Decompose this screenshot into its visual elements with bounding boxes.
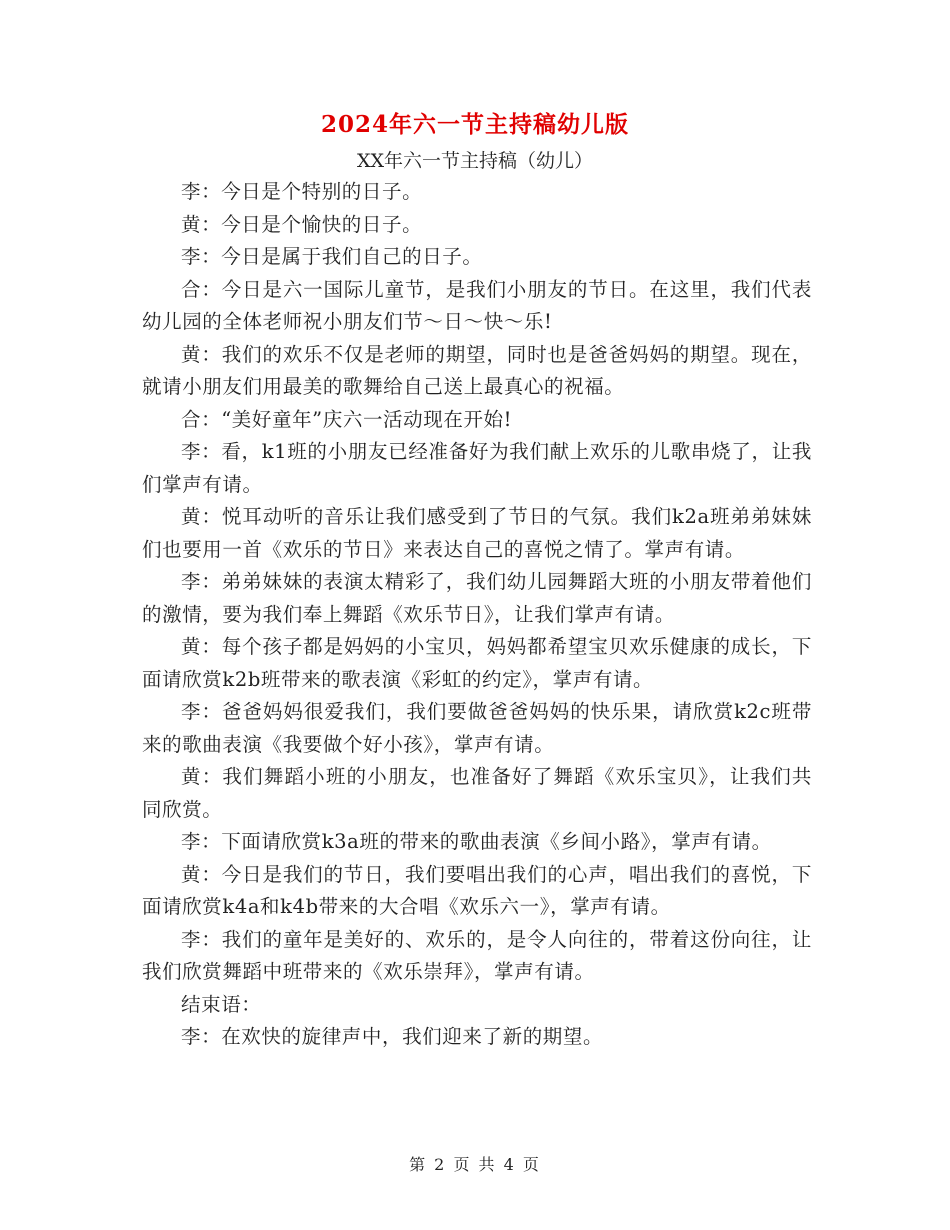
paragraph: 黄：今日是我们的节日，我们要唱出我们的心声，唱出我们的喜悦，下面请欣赏k4a和k4b带来的大合唱《欢乐六一》，掌声有请。 bbox=[142, 862, 812, 918]
paragraph: 李：在欢快的旋律声中，我们迎来了新的期望。 bbox=[181, 1025, 604, 1048]
page-number-footer: 第 2 页 共 4 页 bbox=[409, 1155, 541, 1174]
paragraph: 李：我们的童年是美好的、欢乐的，是令人向往的，带着这份向往，让我们欣赏舞蹈中班带来的《欢乐崇拜》，掌声有请。 bbox=[142, 927, 812, 983]
paragraph: 结束语： bbox=[181, 992, 262, 1016]
paragraph: 黄：悦耳动听的音乐让我们感受到了节日的气氛。我们k2a班弟弟妹妹们也要用一首《欢乐的节日》来表达自己的喜悦之情了。掌声有请。 bbox=[142, 505, 812, 561]
paragraph: 黄：我们的欢乐不仅是老师的期望，同时也是爸爸妈妈的期望。现在，就请小朋友们用最美的歌舞给自己送上最真心的祝福。 bbox=[142, 342, 812, 398]
paragraph: 黄：我们舞蹈小班的小朋友，也准备好了舞蹈《欢乐宝贝》，让我们共同欣赏。 bbox=[142, 765, 812, 821]
paragraph: 黄：今日是个愉快的日子。 bbox=[181, 212, 423, 236]
paragraph: 合：今日是六一国际儿童节，是我们小朋友的节日。在这里，我们代表幼儿园的全体老师祝小朋友们节～日～快～乐! bbox=[142, 277, 812, 333]
document-title: 2024年六一节主持稿幼儿版 bbox=[320, 111, 629, 138]
paragraph: 黄：每个孩子都是妈妈的小宝贝，妈妈都希望宝贝欢乐健康的成长，下面请欣赏k2b班带来的歌表演《彩虹的约定》，掌声有请。 bbox=[142, 635, 812, 691]
paragraph: 李：爸爸妈妈很爱我们，我们要做爸爸妈妈的快乐果，请欣赏k2c班带来的歌曲表演《我要做个好小孩》，掌声有请。 bbox=[142, 700, 812, 756]
paragraph: 李：下面请欣赏k3a班的带来的歌曲表演《乡间小路》，掌声有请。 bbox=[181, 830, 772, 853]
document-subtitle: XX年六一节主持稿（幼儿） bbox=[356, 150, 594, 172]
paragraph: 李：今日是属于我们自己的日子。 bbox=[181, 245, 483, 268]
paragraph: 李：弟弟妹妹的表演太精彩了，我们幼儿园舞蹈大班的小朋友带着他们的激情，要为我们奉上舞蹈《欢乐节日》，让我们掌声有请。 bbox=[142, 570, 812, 626]
document-body bbox=[142, 176, 812, 1054]
paragraph: 李：看，k1班的小朋友已经准备好为我们献上欢乐的儿歌串烧了，让我们掌声有请。 bbox=[142, 440, 812, 496]
paragraph: 李：今日是个特别的日子。 bbox=[181, 180, 423, 203]
paragraph: 合：“美好童年”庆六一活动现在开始! bbox=[181, 407, 513, 431]
